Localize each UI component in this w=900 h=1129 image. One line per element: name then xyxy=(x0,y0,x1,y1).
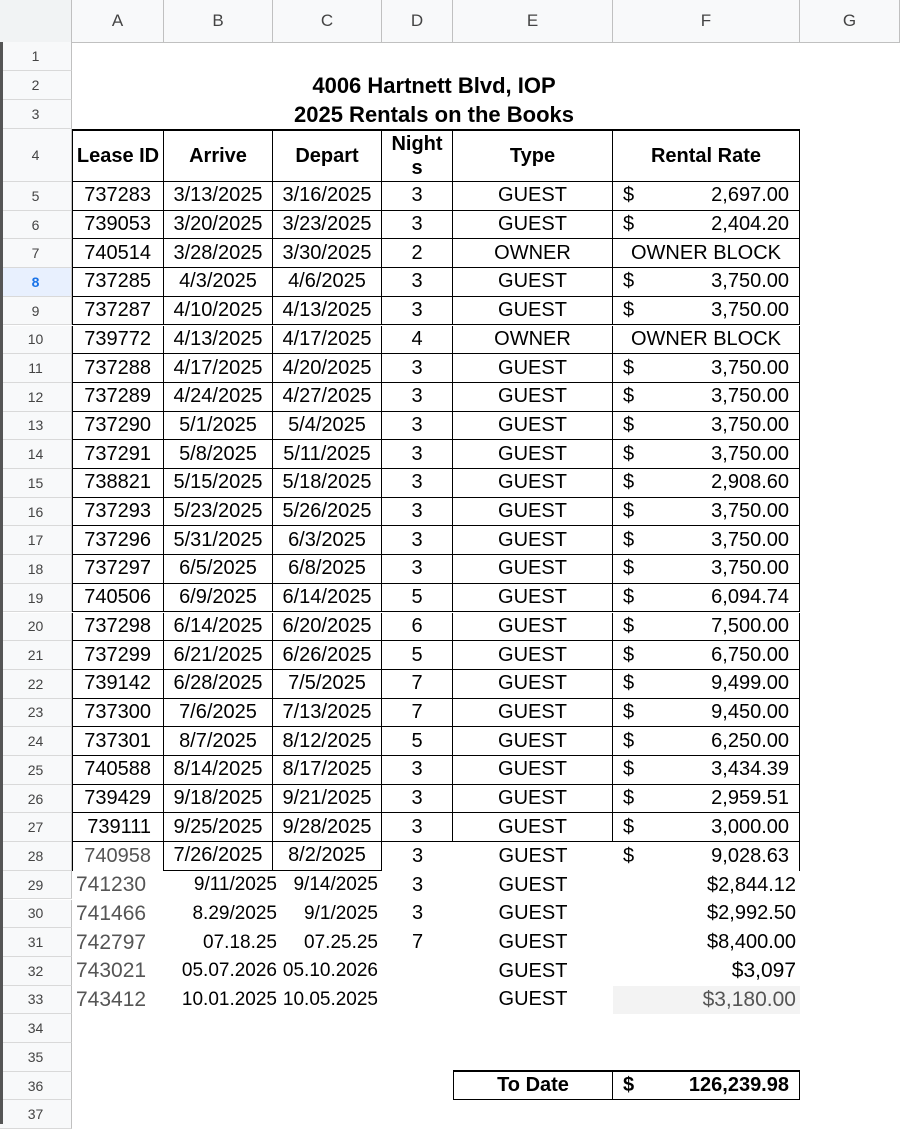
cell-type[interactable]: GUEST xyxy=(453,727,613,756)
header-depart: Depart xyxy=(273,129,382,182)
cell-depart[interactable]: 7/13/2025 xyxy=(273,699,382,728)
column-header-b[interactable]: B xyxy=(164,0,273,42)
cell-rental-rate[interactable] xyxy=(613,211,800,240)
cell-rental-rate[interactable] xyxy=(613,354,800,383)
cell-type[interactable]: GUEST xyxy=(498,959,568,982)
cell-nights[interactable]: 7 xyxy=(382,670,453,699)
row-header-19[interactable]: 19 xyxy=(0,584,72,613)
cell-depart[interactable]: 05.10.2026 xyxy=(282,960,378,982)
cell-lease-id[interactable]: 742797 xyxy=(76,930,147,954)
header-nights-line1: Night xyxy=(391,133,443,155)
cell-depart[interactable]: 07.25.25 xyxy=(304,931,378,953)
cell-rental-rate[interactable] xyxy=(613,813,800,842)
cell-arrive[interactable]: 6/9/2025 xyxy=(164,584,273,613)
cell-type[interactable]: GUEST xyxy=(453,469,613,498)
cell-lease-id[interactable]: 739772 xyxy=(72,326,164,355)
row-header-20[interactable]: 20 xyxy=(0,613,72,642)
rate-amount: 3,750.00 xyxy=(711,500,789,523)
cell-arrive[interactable]: 7/26/2025 xyxy=(164,842,273,871)
cell-lease-id[interactable]: 743021 xyxy=(76,959,147,983)
currency-symbol: $ xyxy=(623,758,635,781)
cell-rental-rate[interactable]: $3,180.00 xyxy=(613,986,800,1015)
cell-lease-id[interactable]: 739053 xyxy=(72,211,164,240)
row-header-35[interactable]: 35 xyxy=(0,1043,72,1072)
header-arrive: Arrive xyxy=(164,129,273,182)
rate-amount: 3,750.00 xyxy=(711,356,789,379)
cell-depart[interactable]: 8/12/2025 xyxy=(273,727,382,756)
cell-rental-rate[interactable] xyxy=(613,412,800,441)
cell-depart[interactable]: 5/18/2025 xyxy=(273,469,382,498)
cell-lease-id[interactable]: 737300 xyxy=(72,699,164,728)
row-header-8[interactable]: 8 xyxy=(0,268,72,297)
cell-arrive[interactable]: 9/11/2025 xyxy=(193,874,277,896)
cell-arrive[interactable]: 6/28/2025 xyxy=(164,670,273,699)
total-currency-symbol: $ xyxy=(623,1073,635,1096)
cell-type[interactable]: GUEST xyxy=(453,526,613,555)
rate-amount: 9,450.00 xyxy=(711,700,789,723)
cell-type[interactable]: GUEST xyxy=(453,440,613,469)
cell-depart[interactable]: 6/14/2025 xyxy=(273,584,382,613)
cell-nights[interactable]: 3 xyxy=(382,813,453,842)
row-header-34[interactable]: 34 xyxy=(0,1014,72,1043)
cell-lease-id[interactable]: 737299 xyxy=(72,641,164,670)
cell-type[interactable]: GUEST xyxy=(498,873,568,896)
cell-nights[interactable] xyxy=(382,957,453,986)
cell-depart[interactable]: 8/17/2025 xyxy=(273,756,382,785)
row-header-29[interactable]: 29 xyxy=(0,871,72,900)
cell-nights[interactable]: 2 xyxy=(382,239,453,268)
cell-arrive[interactable]: 5/23/2025 xyxy=(164,498,273,527)
rate-amount: 3,750.00 xyxy=(711,385,789,408)
cell-arrive[interactable]: 4/10/2025 xyxy=(164,297,273,326)
cell-rental-rate[interactable] xyxy=(613,756,800,785)
row-header-36[interactable]: 36 xyxy=(0,1072,72,1101)
cell-nights[interactable]: 5 xyxy=(382,641,453,670)
cell-type[interactable]: GUEST xyxy=(498,988,568,1011)
cell-arrive[interactable]: 5/31/2025 xyxy=(164,526,273,555)
column-header-d[interactable]: D xyxy=(382,0,453,42)
header-rental-rate: Rental Rate xyxy=(613,129,800,182)
cell-lease-id[interactable]: 739142 xyxy=(72,670,164,699)
currency-symbol: $ xyxy=(623,471,635,494)
cell-nights[interactable]: 3 xyxy=(382,412,453,441)
cell-rental-rate[interactable] xyxy=(613,498,800,527)
cell-nights[interactable] xyxy=(382,986,453,1015)
cell-type[interactable]: GUEST xyxy=(453,182,613,211)
currency-symbol: $ xyxy=(623,614,635,637)
cell-type[interactable]: GUEST xyxy=(453,813,613,842)
currency-symbol: $ xyxy=(623,643,635,666)
row-header-26[interactable]: 26 xyxy=(0,785,72,814)
rate-amount: 3,000.00 xyxy=(711,815,789,838)
rate-amount: 9,028.63 xyxy=(711,844,789,867)
currency-symbol: $ xyxy=(623,844,635,867)
cell-type[interactable]: GUEST xyxy=(453,699,613,728)
rate-amount: 6,250.00 xyxy=(711,729,789,752)
cell-depart[interactable]: 10.05.2025 xyxy=(282,988,378,1010)
currency-symbol: $ xyxy=(623,270,635,293)
cell-lease-id[interactable]: 739111 xyxy=(72,813,164,842)
cell-rental-rate[interactable] xyxy=(613,613,800,642)
cell-arrive[interactable]: 3/20/2025 xyxy=(164,211,273,240)
cell-depart[interactable]: 6/3/2025 xyxy=(273,526,382,555)
cell-depart[interactable]: 4/6/2025 xyxy=(273,268,382,297)
cell-arrive[interactable]: 5/15/2025 xyxy=(164,469,273,498)
cell-lease-id[interactable]: 737291 xyxy=(72,440,164,469)
cell-arrive[interactable]: 6/21/2025 xyxy=(164,641,273,670)
cell-lease-id[interactable]: 737297 xyxy=(72,555,164,584)
cell-lease-id[interactable]: 738821 xyxy=(72,469,164,498)
rate-amount: 2,959.51 xyxy=(711,787,789,810)
currency-symbol: $ xyxy=(623,413,635,436)
cell-depart[interactable]: 4/17/2025 xyxy=(273,326,382,355)
currency-symbol: $ xyxy=(623,356,635,379)
cell-depart[interactable]: 3/30/2025 xyxy=(273,239,382,268)
header-type: Type xyxy=(453,129,613,182)
currency-symbol: $ xyxy=(623,557,635,580)
rate-amount: 3,750.00 xyxy=(711,270,789,293)
cell-arrive[interactable]: 7/6/2025 xyxy=(164,699,273,728)
cell-type[interactable]: OWNER xyxy=(453,239,613,268)
row-header-30[interactable]: 30 xyxy=(0,900,72,929)
header-nights xyxy=(382,129,453,182)
cell-depart[interactable]: 7/5/2025 xyxy=(273,670,382,699)
cell-type[interactable]: GUEST xyxy=(498,844,568,867)
cell-lease-id[interactable]: 740958 xyxy=(72,842,164,871)
header-lease-id: Lease ID xyxy=(72,129,164,182)
cell-arrive[interactable]: 8/14/2025 xyxy=(164,756,273,785)
sheet-title: 4006 Hartnett Blvd, IOP xyxy=(312,72,556,98)
cell-rental-rate[interactable] xyxy=(613,268,800,297)
column-header-e[interactable]: E xyxy=(453,0,613,42)
row-header-11[interactable]: 11 xyxy=(0,354,72,383)
cell-nights[interactable]: 3 xyxy=(382,354,453,383)
window-edge xyxy=(0,42,3,1124)
row-header-18[interactable]: 18 xyxy=(0,555,72,584)
row-header-9[interactable]: 9 xyxy=(0,297,72,326)
currency-symbol: $ xyxy=(623,184,635,207)
cell-rental-rate[interactable]: $2,992.50 xyxy=(707,902,796,925)
cell-nights[interactable]: 3 xyxy=(411,873,424,896)
cell-nights[interactable]: 3 xyxy=(382,498,453,527)
cell-rental-rate[interactable] xyxy=(613,842,800,871)
total-label: To Date xyxy=(453,1070,613,1100)
cell-depart[interactable]: 9/1/2025 xyxy=(304,902,378,924)
cell-arrive[interactable]: 8/7/2025 xyxy=(164,727,273,756)
rate-amount: 6,750.00 xyxy=(711,643,789,666)
row-header-16[interactable]: 16 xyxy=(0,498,72,527)
cell-rental-rate[interactable] xyxy=(613,383,800,412)
cell-rental-rate[interactable] xyxy=(613,584,800,613)
row-header-2[interactable]: 2 xyxy=(0,71,72,100)
currency-symbol: $ xyxy=(623,586,635,609)
cell-arrive[interactable]: 5/1/2025 xyxy=(164,412,273,441)
cell-depart[interactable]: 8/2/2025 xyxy=(273,842,382,871)
cell-nights[interactable]: 4 xyxy=(382,326,453,355)
cell-type[interactable]: GUEST xyxy=(453,383,613,412)
cell-type[interactable]: GUEST xyxy=(453,498,613,527)
cell-arrive[interactable]: 6/14/2025 xyxy=(164,613,273,642)
cell-lease-id[interactable]: 737287 xyxy=(72,297,164,326)
cell-type[interactable]: GUEST xyxy=(453,613,613,642)
row-header-13[interactable]: 13 xyxy=(0,412,72,441)
currency-symbol: $ xyxy=(623,528,635,551)
sheet-subtitle: 2025 Rentals on the Books xyxy=(294,101,574,127)
cell-type[interactable]: GUEST xyxy=(453,555,613,584)
cell-rental-rate[interactable] xyxy=(613,641,800,670)
cell-rental-rate[interactable]: $3,097 xyxy=(731,959,796,983)
cell-type[interactable]: GUEST xyxy=(498,931,568,954)
rate-amount: 2,908.60 xyxy=(711,471,789,494)
header-nights-line2: s xyxy=(411,157,423,179)
cell-arrive[interactable]: 4/3/2025 xyxy=(164,268,273,297)
cell-type[interactable]: GUEST xyxy=(453,297,613,326)
cell-rental-rate[interactable] xyxy=(613,670,800,699)
row-header-10[interactable]: 10 xyxy=(0,326,72,355)
cell-nights[interactable]: 3 xyxy=(382,440,453,469)
cell-arrive[interactable]: 07.18.25 xyxy=(203,931,277,953)
cell-rental-rate[interactable] xyxy=(613,182,800,211)
row-header-6[interactable]: 6 xyxy=(0,211,72,240)
row-header-15[interactable]: 15 xyxy=(0,469,72,498)
cell-arrive[interactable]: 9/25/2025 xyxy=(164,813,273,842)
cell-depart[interactable]: 3/23/2025 xyxy=(273,211,382,240)
cell-rental-rate[interactable] xyxy=(613,526,800,555)
row-header-33[interactable]: 33 xyxy=(0,986,72,1015)
cell-arrive[interactable]: 4/13/2025 xyxy=(164,326,273,355)
cell-type[interactable]: GUEST xyxy=(453,584,613,613)
row-header-31[interactable]: 31 xyxy=(0,928,72,957)
rate-amount: 6,094.74 xyxy=(711,586,789,609)
cell-arrive[interactable]: 8.29/2025 xyxy=(192,902,277,924)
cell-nights[interactable]: 6 xyxy=(382,613,453,642)
cell-depart[interactable]: 3/16/2025 xyxy=(273,182,382,211)
rate-amount: 2,404.20 xyxy=(711,213,789,236)
cell-rental-rate[interactable] xyxy=(613,727,800,756)
cell-depart[interactable]: 9/21/2025 xyxy=(273,785,382,814)
cell-depart[interactable]: 4/20/2025 xyxy=(273,354,382,383)
column-header-f[interactable]: F xyxy=(613,0,800,42)
cell-depart[interactable]: 9/14/2025 xyxy=(293,874,378,896)
cell-lease-id[interactable]: 737283 xyxy=(72,182,164,211)
cell-rental-rate[interactable] xyxy=(613,555,800,584)
row-header-4[interactable]: 4 xyxy=(0,129,72,182)
cell-depart[interactable]: 5/4/2025 xyxy=(273,412,382,441)
cell-nights[interactable]: 3 xyxy=(411,902,424,925)
row-header-17[interactable]: 17 xyxy=(0,526,72,555)
cell-arrive[interactable]: 3/13/2025 xyxy=(164,182,273,211)
currency-symbol: $ xyxy=(623,815,635,838)
row-header-37[interactable]: 37 xyxy=(0,1100,72,1129)
cell-nights[interactable]: 5 xyxy=(382,727,453,756)
cell-arrive[interactable]: 4/24/2025 xyxy=(164,383,273,412)
cell-rental-rate[interactable] xyxy=(613,785,800,814)
currency-symbol: $ xyxy=(623,700,635,723)
currency-symbol: $ xyxy=(623,787,635,810)
cell-nights[interactable]: 7 xyxy=(382,699,453,728)
cell-arrive[interactable]: 9/18/2025 xyxy=(164,785,273,814)
cell-nights[interactable]: 3 xyxy=(382,182,453,211)
cell-nights[interactable]: 3 xyxy=(382,297,453,326)
cell-nights[interactable]: 3 xyxy=(411,844,424,867)
cell-type[interactable]: GUEST xyxy=(453,670,613,699)
cell-type[interactable]: GUEST xyxy=(453,354,613,383)
cell-rental-rate[interactable] xyxy=(613,469,800,498)
rate-amount: 3,750.00 xyxy=(711,413,789,436)
row-header-12[interactable]: 12 xyxy=(0,383,72,412)
cell-rental-rate[interactable]: $2,844.12 xyxy=(707,873,796,896)
column-header-g[interactable]: G xyxy=(800,0,900,42)
row-header-7[interactable]: 7 xyxy=(0,239,72,268)
cell-depart[interactable]: 5/11/2025 xyxy=(273,440,382,469)
cell-type[interactable]: GUEST xyxy=(453,211,613,240)
rate-amount: 3,750.00 xyxy=(711,528,789,551)
row-header-32[interactable]: 32 xyxy=(0,957,72,986)
cell-nights[interactable]: 3 xyxy=(382,469,453,498)
cell-lease-id[interactable]: 740514 xyxy=(72,239,164,268)
row-header-14[interactable]: 14 xyxy=(0,440,72,469)
cell-rental-rate[interactable] xyxy=(613,699,800,728)
row-header-22[interactable]: 22 xyxy=(0,670,72,699)
cell-type[interactable]: GUEST xyxy=(498,902,568,925)
currency-symbol: $ xyxy=(623,442,635,465)
row-header-24[interactable]: 24 xyxy=(0,727,72,756)
cell-rental-rate[interactable]: OWNER BLOCK xyxy=(613,239,800,268)
cell-nights[interactable]: 5 xyxy=(382,584,453,613)
row-header-1[interactable]: 1 xyxy=(0,42,72,71)
currency-symbol: $ xyxy=(623,729,635,752)
cell-lease-id[interactable]: 740506 xyxy=(72,584,164,613)
cell-lease-id[interactable]: 737289 xyxy=(72,383,164,412)
cell-lease-id[interactable]: 737290 xyxy=(72,412,164,441)
cell-depart[interactable]: 6/26/2025 xyxy=(273,641,382,670)
cell-nights[interactable]: 3 xyxy=(382,211,453,240)
cell-lease-id[interactable]: 737301 xyxy=(72,727,164,756)
cell-lease-id[interactable]: 737296 xyxy=(72,526,164,555)
cell-arrive[interactable]: 6/5/2025 xyxy=(164,555,273,584)
row-header-25[interactable]: 25 xyxy=(0,756,72,785)
rate-amount: 7,500.00 xyxy=(711,614,789,637)
cell-depart[interactable]: 4/27/2025 xyxy=(273,383,382,412)
cell-type[interactable]: OWNER xyxy=(453,326,613,355)
row-header-21[interactable]: 21 xyxy=(0,641,72,670)
cell-nights[interactable]: 3 xyxy=(382,785,453,814)
cell-rental-rate[interactable]: $8,400.00 xyxy=(707,931,796,954)
cell-arrive[interactable]: 5/8/2025 xyxy=(164,440,273,469)
cell-type[interactable]: GUEST xyxy=(453,641,613,670)
row-header-27[interactable]: 27 xyxy=(0,813,72,842)
cell-depart[interactable]: 4/13/2025 xyxy=(273,297,382,326)
cell-lease-id[interactable]: 737285 xyxy=(72,268,164,297)
cell-arrive[interactable]: 10.01.2025 xyxy=(181,988,277,1010)
row-header-3[interactable]: 3 xyxy=(0,100,72,129)
cell-lease-id[interactable]: 737288 xyxy=(72,354,164,383)
currency-symbol: $ xyxy=(623,299,635,322)
rate-amount: 3,750.00 xyxy=(711,557,789,580)
cell-lease-id[interactable]: 741230 xyxy=(76,873,147,897)
cell-arrive[interactable]: 3/28/2025 xyxy=(164,239,273,268)
cell-nights[interactable]: 3 xyxy=(382,383,453,412)
cell-type[interactable]: GUEST xyxy=(453,785,613,814)
cell-lease-id[interactable]: 741466 xyxy=(76,901,147,925)
row-header-28[interactable]: 28 xyxy=(0,842,72,871)
cell-lease-id[interactable]: 740588 xyxy=(72,756,164,785)
cell-nights[interactable]: 3 xyxy=(382,756,453,785)
row-header-5[interactable]: 5 xyxy=(0,182,72,211)
cell-type[interactable]: GUEST xyxy=(453,268,613,297)
total-amount: 126,239.98 xyxy=(688,1073,789,1096)
cell-depart[interactable]: 5/26/2025 xyxy=(273,498,382,527)
cell-nights[interactable]: 3 xyxy=(382,268,453,297)
cell-nights[interactable]: 7 xyxy=(411,931,424,954)
rate-amount: 2,697.00 xyxy=(711,184,789,207)
cell-depart[interactable]: 9/28/2025 xyxy=(273,813,382,842)
cell-type[interactable]: GUEST xyxy=(453,412,613,441)
rate-amount: 3,434.39 xyxy=(711,758,789,781)
cell-nights[interactable]: 3 xyxy=(382,555,453,584)
currency-symbol: $ xyxy=(623,213,635,236)
cell-rental-rate[interactable] xyxy=(613,297,800,326)
currency-symbol: $ xyxy=(623,672,635,695)
select-all-corner[interactable] xyxy=(0,0,72,42)
cell-rental-rate[interactable] xyxy=(613,440,800,469)
cell-lease-id[interactable]: 737293 xyxy=(72,498,164,527)
column-header-c[interactable]: C xyxy=(273,0,382,42)
row-header-23[interactable]: 23 xyxy=(0,699,72,728)
rate-amount: 3,750.00 xyxy=(711,299,789,322)
cell-rental-rate[interactable]: OWNER BLOCK xyxy=(613,326,800,355)
cell-nights[interactable]: 3 xyxy=(382,526,453,555)
cell-type[interactable]: GUEST xyxy=(453,756,613,785)
cell-arrive[interactable]: 4/17/2025 xyxy=(164,354,273,383)
rate-amount: 3,750.00 xyxy=(711,442,789,465)
cell-lease-id[interactable]: 743412 xyxy=(76,987,147,1011)
currency-symbol: $ xyxy=(623,500,635,523)
rate-amount: 9,499.00 xyxy=(711,672,789,695)
cell-lease-id[interactable]: 739429 xyxy=(72,785,164,814)
currency-symbol: $ xyxy=(623,385,635,408)
cell-arrive[interactable]: 05.07.2026 xyxy=(181,960,277,982)
column-header-a[interactable]: A xyxy=(72,0,164,42)
cell-depart[interactable]: 6/20/2025 xyxy=(273,613,382,642)
cell-lease-id[interactable]: 737298 xyxy=(72,613,164,642)
total-value xyxy=(613,1070,800,1100)
cell-depart[interactable]: 6/8/2025 xyxy=(273,555,382,584)
